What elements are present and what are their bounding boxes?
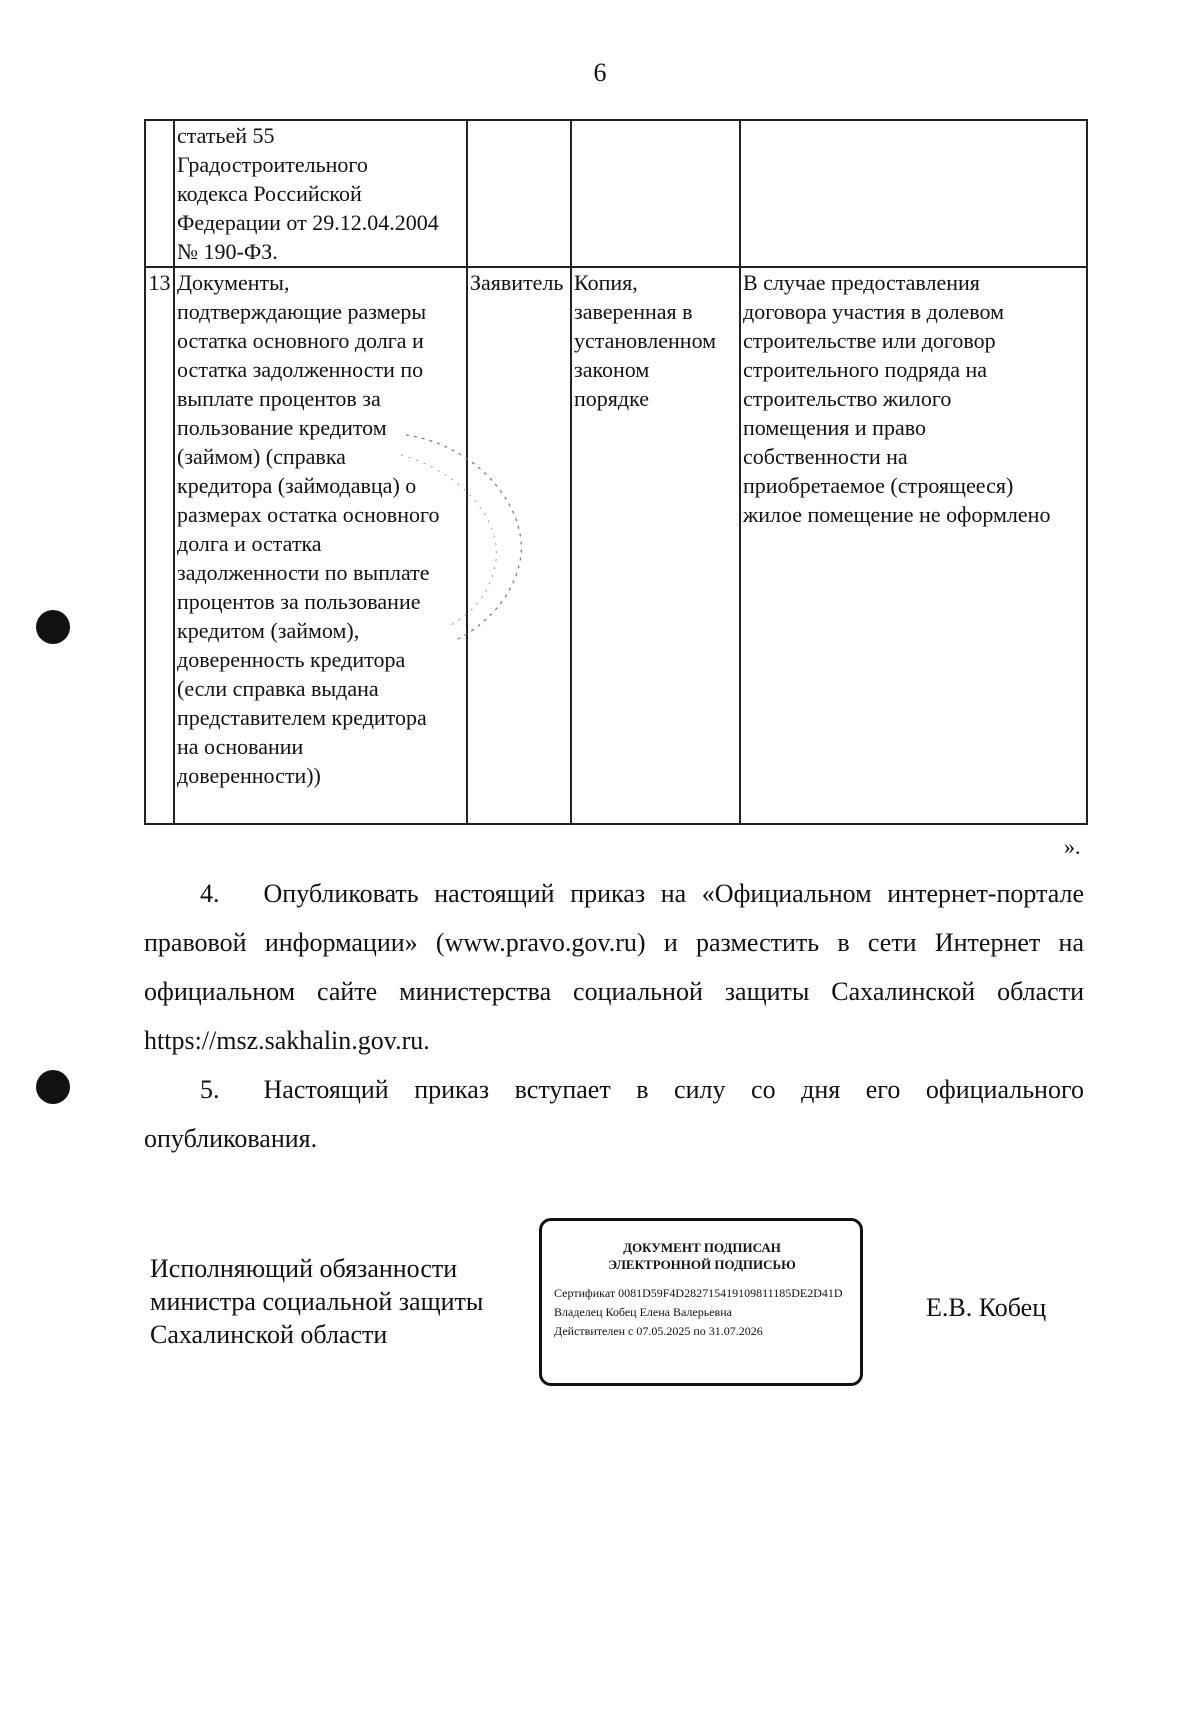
electronic-signature-stamp	[539, 1218, 863, 1386]
condition-cell-line: строительство жилого	[743, 386, 952, 411]
form-cell-line: заверенная в	[574, 299, 693, 324]
condition-cell	[740, 267, 1087, 824]
condition-cell-line: В случае предоставления	[743, 270, 980, 295]
condition-cell-line: собственности на	[743, 444, 908, 469]
signer-title	[150, 1252, 530, 1351]
document-cell	[174, 267, 467, 824]
document-cell-line: кодекса Российской	[177, 181, 362, 206]
stamp-owner: Владелец Кобец Елена Валерьевна	[554, 1305, 732, 1319]
table-row	[145, 120, 1087, 267]
submitter-cell-line: Заявитель	[470, 270, 564, 295]
condition-cell-line: строительного подряда на	[743, 357, 988, 382]
paragraph-4	[144, 869, 1084, 1065]
condition-cell	[740, 120, 1087, 267]
signer-title-line: Сахалинской области	[150, 1320, 388, 1349]
condition-cell-line: помещения и право	[743, 415, 926, 440]
paragraph-5	[144, 1065, 1084, 1163]
page-number: 6	[593, 58, 607, 87]
document-cell-line: (если справка выдана	[177, 676, 379, 701]
form-cell-line: установленном	[574, 328, 717, 353]
document-cell-line: доверенность кредитора	[177, 647, 406, 672]
document-cell-line: статьей 55	[177, 123, 275, 148]
form-cell-line: законом	[574, 357, 650, 382]
document-cell-line: Градостроительного	[177, 152, 368, 177]
document-cell-line: доверенности))	[177, 763, 321, 788]
document-cell-line: остатка основного долга и	[177, 328, 424, 353]
stamp-certificate: Сертификат 0081D59F4D282715419109811185DE2D41D	[554, 1286, 843, 1300]
document-cell-line: № 190-ФЗ.	[177, 239, 278, 264]
punch-hole-mark	[36, 610, 70, 644]
stamp-validity: Действителен с 07.05.2025 по 31.07.2026	[554, 1324, 763, 1338]
table-row	[145, 267, 1087, 824]
stamp-title-line: ЭЛЕКТРОННОЙ ПОДПИСЬЮ	[608, 1257, 796, 1272]
signer-title-line: Исполняющий обязанности	[150, 1254, 458, 1283]
submitter-cell	[467, 267, 571, 824]
document-cell	[174, 120, 467, 267]
condition-cell-line: строительстве или договор	[743, 328, 996, 353]
document-cell-line: остатка задолженности по	[177, 357, 424, 382]
documents-table	[144, 119, 1088, 825]
punch-hole-mark	[36, 1070, 70, 1104]
document-cell-line: Федерации от 29.12.04.2004	[177, 210, 439, 235]
form-cell	[571, 267, 740, 824]
document-cell-line: задолженности по выплате	[177, 560, 430, 585]
document-cell-line: размерах остатка основного	[177, 502, 440, 527]
stamp-title-line: ДОКУМЕНТ ПОДПИСАН	[623, 1240, 781, 1255]
form-cell-line: Копия,	[574, 270, 638, 295]
paragraph-5-text: Настоящий приказ вступает в силу со дня его официального опубликования.	[144, 1075, 1084, 1153]
document-cell-line: подтверждающие размеры	[177, 299, 427, 324]
document-cell-line: Документы,	[177, 270, 290, 295]
form-cell	[571, 120, 740, 267]
document-cell-line: (займом) (справка	[177, 444, 346, 469]
paragraph-4-number: 4.	[200, 879, 220, 908]
condition-cell-line: жилое помещение не оформлено	[743, 502, 1051, 527]
submitter-cell	[467, 120, 571, 267]
condition-cell-line: приобретаемое (строящееся)	[743, 473, 1014, 498]
document-cell-line: представителем кредитора	[177, 705, 427, 730]
closing-quote: ».	[1064, 834, 1081, 859]
document-cell-line: кредитом (займом),	[177, 618, 360, 643]
signer-name: Е.В. Кобец	[926, 1293, 1047, 1322]
condition-cell-line: договора участия в долевом	[743, 299, 1005, 324]
row-number	[145, 120, 174, 267]
row-number: 13	[145, 267, 174, 824]
document-cell-line: долга и остатка	[177, 531, 322, 556]
document-cell-line: процентов за пользование	[177, 589, 421, 614]
document-cell-line: на основании	[177, 734, 304, 759]
document-cell-line: выплате процентов за	[177, 386, 381, 411]
paragraph-5-number: 5.	[200, 1075, 220, 1104]
signer-title-line: министра социальной защиты	[150, 1287, 484, 1316]
paragraph-4-text: Опубликовать настоящий приказ на «Официальном интернет-портале правовой информации» (www.pravo.gov.ru) и разместить в сети Интернет на официальном сайте министерства социальной защиты Сахалинской области https://msz.sakhalin.gov.ru.	[144, 879, 1084, 1055]
form-cell-line: порядке	[574, 386, 649, 411]
document-cell-line: пользование кредитом	[177, 415, 387, 440]
document-cell-line: кредитора (займодавца) о	[177, 473, 417, 498]
